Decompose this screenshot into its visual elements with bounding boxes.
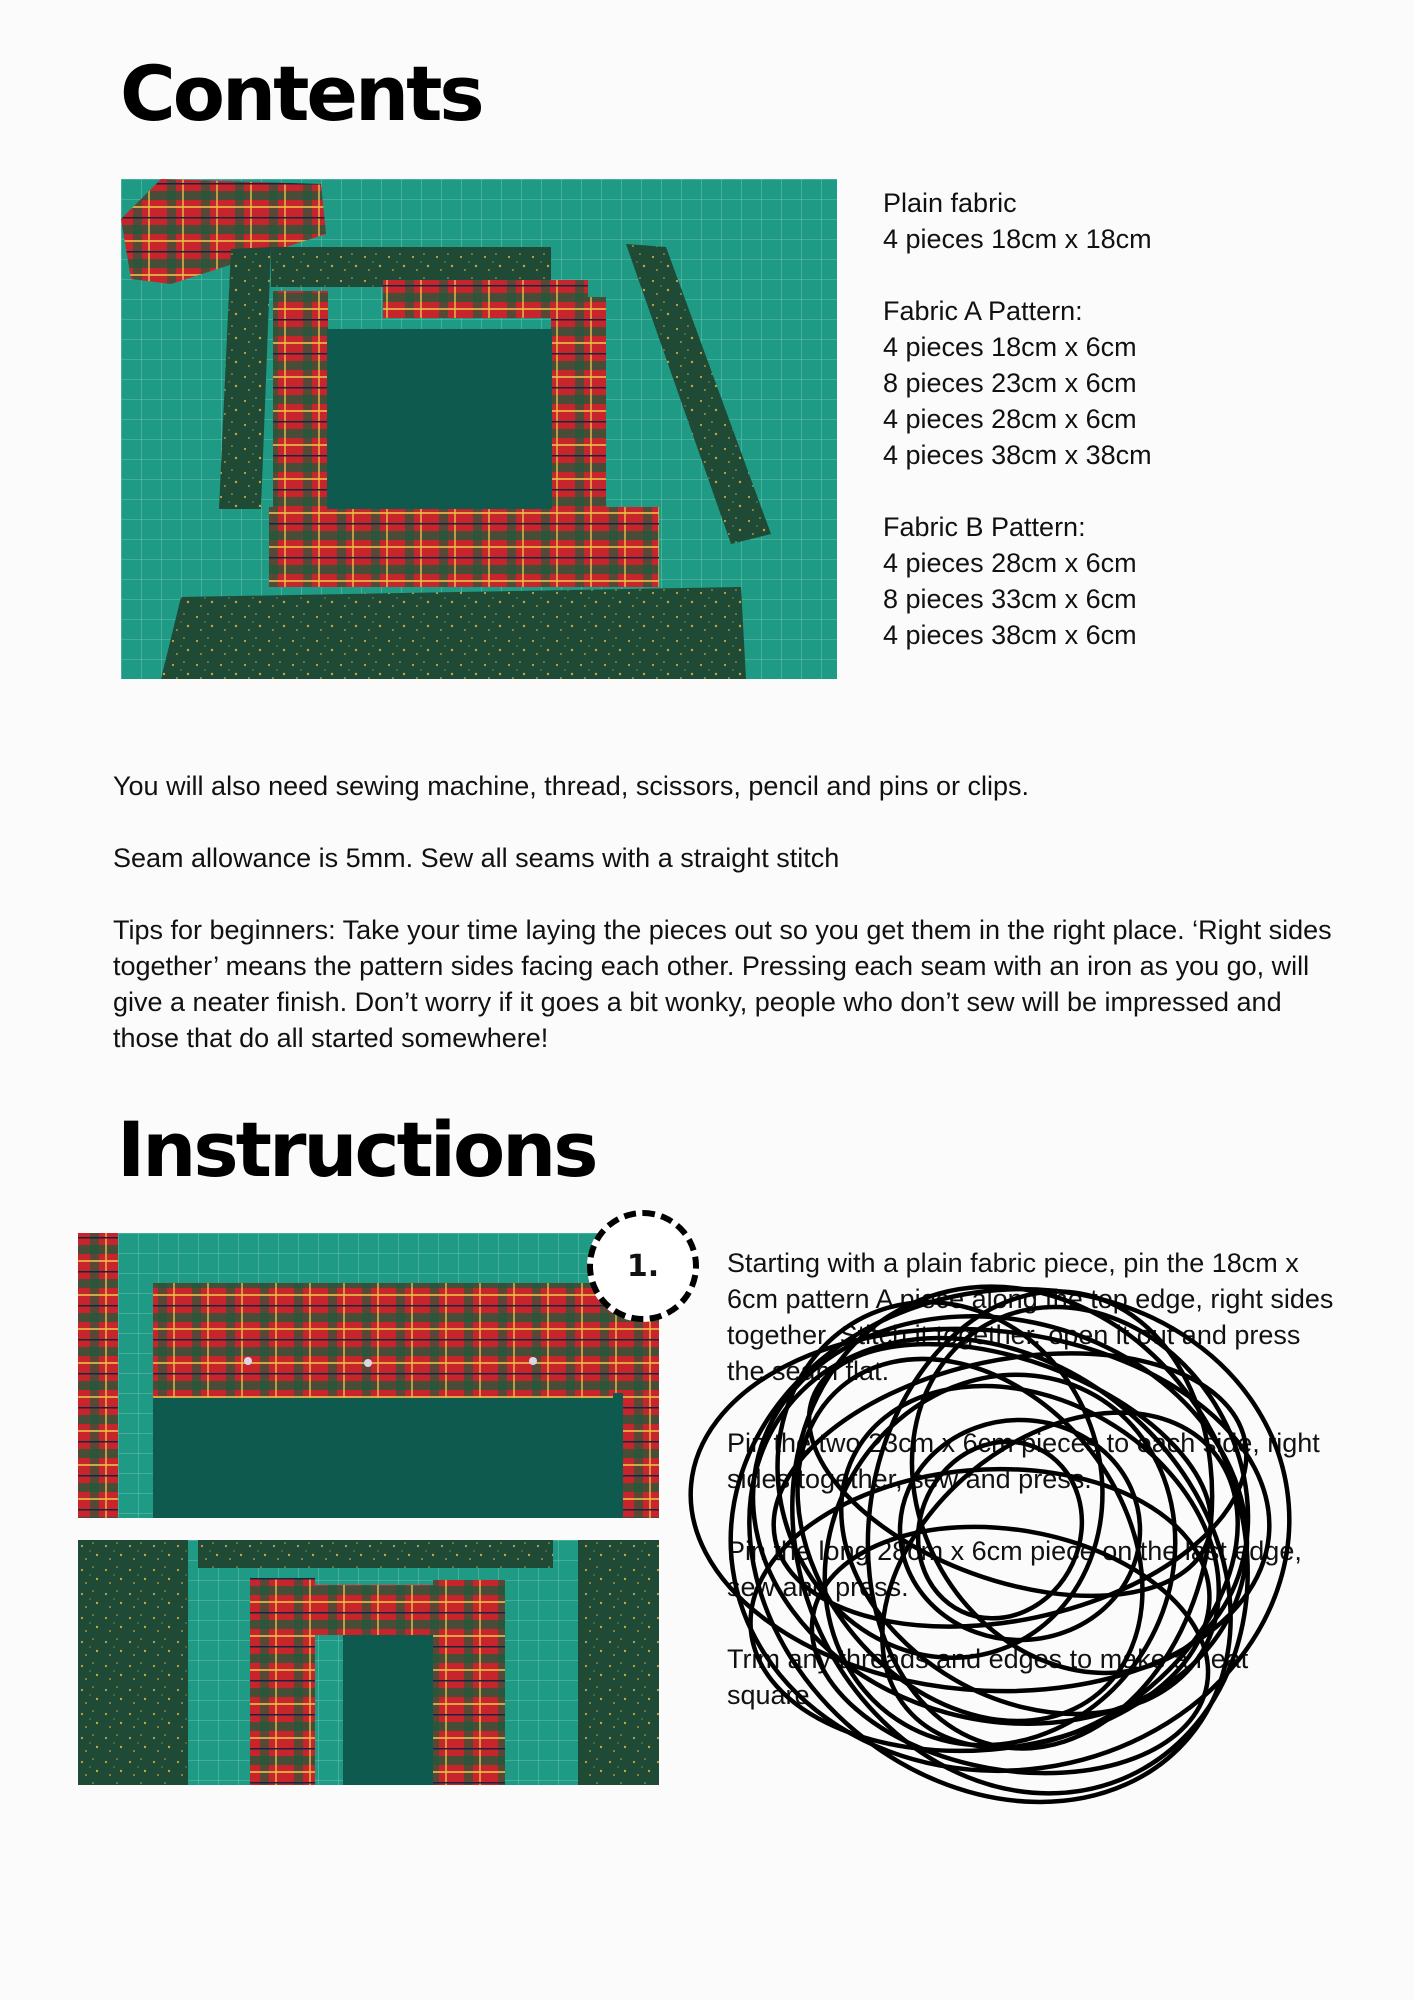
fabric-a-item: 4 pieces 18cm x 6cm xyxy=(883,332,1137,362)
plain-fabric-title: Plain fabric xyxy=(883,188,1017,218)
fabric-a-item: 4 pieces 28cm x 6cm xyxy=(883,404,1137,434)
fabric-b-title: Fabric B Pattern: xyxy=(883,512,1086,542)
fabric-b-group xyxy=(883,509,1343,653)
plain-fabric-item: 4 pieces 18cm x 18cm xyxy=(883,224,1152,254)
fabric-layout-photo xyxy=(121,179,837,679)
step-paragraph: Pin the two 23cm x 6cm pieces to each side, right sides together, sew and press. xyxy=(727,1428,1320,1494)
contents-heading: Contents xyxy=(120,49,482,138)
fabric-a-title: Fabric A Pattern: xyxy=(883,296,1083,326)
seam-note: Seam allowance is 5mm. Sew all seams with a straight stitch xyxy=(113,843,840,873)
step-paragraph: Starting with a plain fabric piece, pin the 18cm x 6cm pattern A piece along the top edge, right sides together. Stitch it together, open it out and press the seam flat. xyxy=(727,1248,1334,1386)
fabric-b-item: 4 pieces 38cm x 6cm xyxy=(883,620,1137,650)
tools-note: You will also need sewing machine, thread, scissors, pencil and pins or clips. xyxy=(113,771,1029,801)
step-number-badge xyxy=(587,1210,699,1322)
fabric-b-item: 4 pieces 28cm x 6cm xyxy=(883,548,1137,578)
fabric-b-item: 8 pieces 33cm x 6cm xyxy=(883,584,1137,614)
step-paragraph: Pin the long 28cm x 6cm piece on the last edge, sew and press. xyxy=(727,1536,1302,1602)
instructions-heading: Instructions xyxy=(117,1105,596,1194)
step-instructions xyxy=(727,1245,1337,1713)
fabric-a-group xyxy=(883,293,1343,473)
fabric-a-item: 4 pieces 38cm x 38cm xyxy=(883,440,1152,470)
materials-list xyxy=(883,185,1343,689)
step-number: 1. xyxy=(626,1248,660,1284)
fabric-a-item: 8 pieces 23cm x 6cm xyxy=(883,368,1137,398)
plain-fabric-group xyxy=(883,185,1343,257)
step-photo-top-strip xyxy=(78,1233,659,1518)
step-paragraph: Trim any threads and edges to make a neat square xyxy=(727,1644,1249,1710)
step-photo-side-strips xyxy=(78,1540,659,1785)
beginner-tips: Tips for beginners: Take your time laying the pieces out so you get them in the right place. ‘Right sides together’ means the pattern sides facing each other. Pressing each seam with an iron as you go, will give a neater finish. Don’t worry if it goes a bit wonky, people who don’t sew will be impressed and those that do all started somewhere! xyxy=(113,915,1332,1053)
